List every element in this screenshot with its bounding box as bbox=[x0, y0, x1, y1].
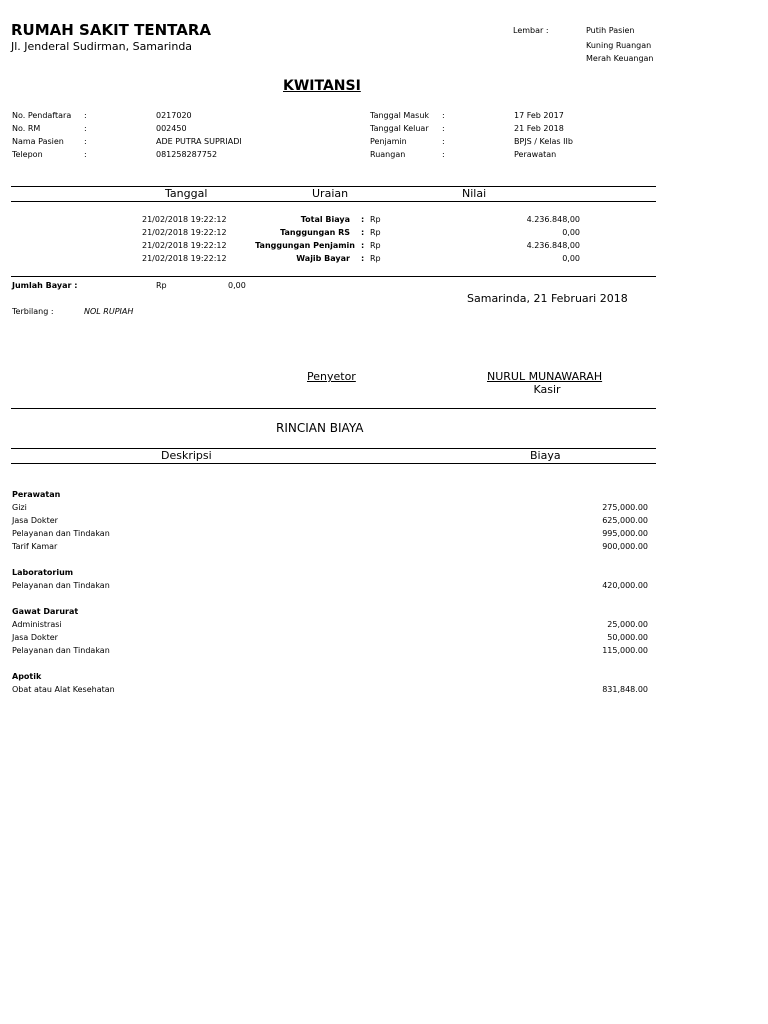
cost-item-amount: 995,000.00 bbox=[602, 529, 648, 538]
registration-colon: : bbox=[84, 111, 87, 120]
payment-colon: : bbox=[361, 215, 365, 224]
admission-date-label: Tanggal Masuk bbox=[370, 111, 430, 120]
payment-colon: : bbox=[361, 228, 365, 237]
room-value: Perawatan bbox=[514, 150, 557, 159]
receipt-title: KWITANSI bbox=[283, 78, 361, 94]
cost-item-desc: Pelayanan dan Tindakan bbox=[12, 646, 110, 655]
payment-amount: 4.236.848,00 bbox=[526, 215, 580, 224]
phone-value: 081258287752 bbox=[156, 150, 218, 159]
payment-currency: Rp bbox=[370, 228, 381, 237]
guarantor-value: BPJS / Kelas IIb bbox=[514, 137, 573, 146]
admission-date-value: 17 Feb 2017 bbox=[514, 111, 564, 120]
discharge-date-value: 21 Feb 2018 bbox=[514, 124, 564, 133]
patient-name-value: ADE PUTRA SUPRIADI bbox=[156, 137, 242, 146]
cost-item-amount: 831,848.00 bbox=[602, 685, 648, 694]
rm-colon: : bbox=[84, 124, 87, 133]
payment-amount: 4.236.848,00 bbox=[526, 241, 580, 250]
rm-value: 002450 bbox=[156, 124, 187, 133]
payment-colon: : bbox=[361, 241, 365, 250]
signature-separator-rule bbox=[11, 408, 656, 409]
total-paid-value: 0,00 bbox=[228, 281, 246, 290]
guarantor-label: Penjamin bbox=[370, 137, 407, 146]
payment-table-header-rule bbox=[11, 201, 656, 202]
col-header-biaya: Biaya bbox=[530, 449, 561, 462]
cost-item-amount: 275,000.00 bbox=[602, 503, 648, 512]
cashier-role: Kasir bbox=[533, 383, 561, 396]
group-heading: Apotik bbox=[12, 672, 42, 681]
guarantor-colon: : bbox=[442, 137, 445, 146]
in-words-label: Terbilang : bbox=[12, 307, 54, 316]
payment-amount: 0,00 bbox=[562, 254, 580, 263]
patient-name-label: Nama Pasien bbox=[12, 137, 64, 146]
cost-item-amount: 625,000.00 bbox=[602, 516, 648, 525]
cost-item-desc: Jasa Dokter bbox=[12, 633, 58, 642]
cost-item-desc: Gizi bbox=[12, 503, 27, 512]
phone-colon: : bbox=[84, 150, 87, 159]
col-header-tanggal: Tanggal bbox=[165, 187, 208, 200]
registration-label: No. Pendaftara bbox=[12, 111, 72, 120]
payment-desc: Tanggungan Penjamin bbox=[255, 241, 355, 250]
cost-item-amount: 420,000.00 bbox=[602, 581, 648, 590]
payment-date: 21/02/2018 19:22:12 bbox=[142, 241, 227, 250]
cost-details-title: RINCIAN BIAYA bbox=[276, 421, 364, 435]
hospital-name: RUMAH SAKIT TENTARA bbox=[11, 21, 211, 39]
copy-white-patient: Putih Pasien bbox=[586, 26, 635, 35]
cost-item-desc: Pelayanan dan Tindakan bbox=[12, 529, 110, 538]
cashier-name: NURUL MUNAWARAH bbox=[487, 370, 603, 383]
payment-date: 21/02/2018 19:22:12 bbox=[142, 215, 227, 224]
room-label: Ruangan bbox=[370, 150, 406, 159]
col-header-nilai: Nilai bbox=[462, 187, 487, 200]
cost-item-desc: Pelayanan dan Tindakan bbox=[12, 581, 110, 590]
cost-item-amount: 115,000.00 bbox=[602, 646, 648, 655]
discharge-date-label: Tanggal Keluar bbox=[370, 124, 429, 133]
payment-colon: : bbox=[361, 254, 365, 263]
admission-date-colon: : bbox=[442, 111, 445, 120]
room-colon: : bbox=[442, 150, 445, 159]
hospital-address: Jl. Jenderal Sudirman, Samarinda bbox=[11, 40, 193, 53]
payment-currency: Rp bbox=[370, 215, 381, 224]
group-heading: Laboratorium bbox=[12, 568, 74, 577]
cost-item-desc: Administrasi bbox=[12, 620, 62, 629]
place-date: Samarinda, 21 Februari 2018 bbox=[467, 292, 628, 305]
group-heading: Perawatan bbox=[12, 490, 61, 499]
payment-currency: Rp bbox=[370, 254, 381, 263]
phone-label: Telepon bbox=[12, 150, 43, 159]
payment-date: 21/02/2018 19:22:12 bbox=[142, 228, 227, 237]
copy-red-finance: Merah Keuangan bbox=[586, 54, 654, 63]
lembar-label: Lembar : bbox=[513, 26, 549, 35]
cost-item-amount: 25,000.00 bbox=[607, 620, 648, 629]
cost-item-amount: 50,000.00 bbox=[607, 633, 648, 642]
patient-name-colon: : bbox=[84, 137, 87, 146]
cost-item-desc: Jasa Dokter bbox=[12, 516, 58, 525]
payment-desc: Total Biaya bbox=[300, 215, 350, 224]
cost-item-desc: Tarif Kamar bbox=[12, 542, 58, 551]
payment-desc: Wajib Bayar bbox=[296, 254, 350, 263]
col-header-deskripsi: Deskripsi bbox=[161, 449, 212, 462]
cost-item-desc: Obat atau Alat Kesehatan bbox=[12, 685, 115, 694]
group-heading: Gawat Darurat bbox=[12, 607, 79, 616]
payment-date: 21/02/2018 19:22:12 bbox=[142, 254, 227, 263]
rm-label: No. RM bbox=[12, 124, 41, 133]
payment-desc: Tanggungan RS bbox=[280, 228, 350, 237]
registration-value: 0217020 bbox=[156, 111, 192, 120]
cost-table-header-rule bbox=[11, 463, 656, 464]
payment-table-bottom-rule bbox=[11, 276, 656, 277]
copy-yellow-room: Kuning Ruangan bbox=[586, 41, 652, 50]
discharge-date-colon: : bbox=[442, 124, 445, 133]
in-words-value: NOL RUPIAH bbox=[84, 307, 134, 316]
depositor-label: Penyetor bbox=[307, 370, 356, 383]
total-paid-currency: Rp bbox=[156, 281, 167, 290]
cost-item-amount: 900,000.00 bbox=[602, 542, 648, 551]
payment-amount: 0,00 bbox=[562, 228, 580, 237]
payment-currency: Rp bbox=[370, 241, 381, 250]
col-header-uraian: Uraian bbox=[312, 187, 349, 200]
total-paid-label: Jumlah Bayar : bbox=[12, 281, 78, 290]
